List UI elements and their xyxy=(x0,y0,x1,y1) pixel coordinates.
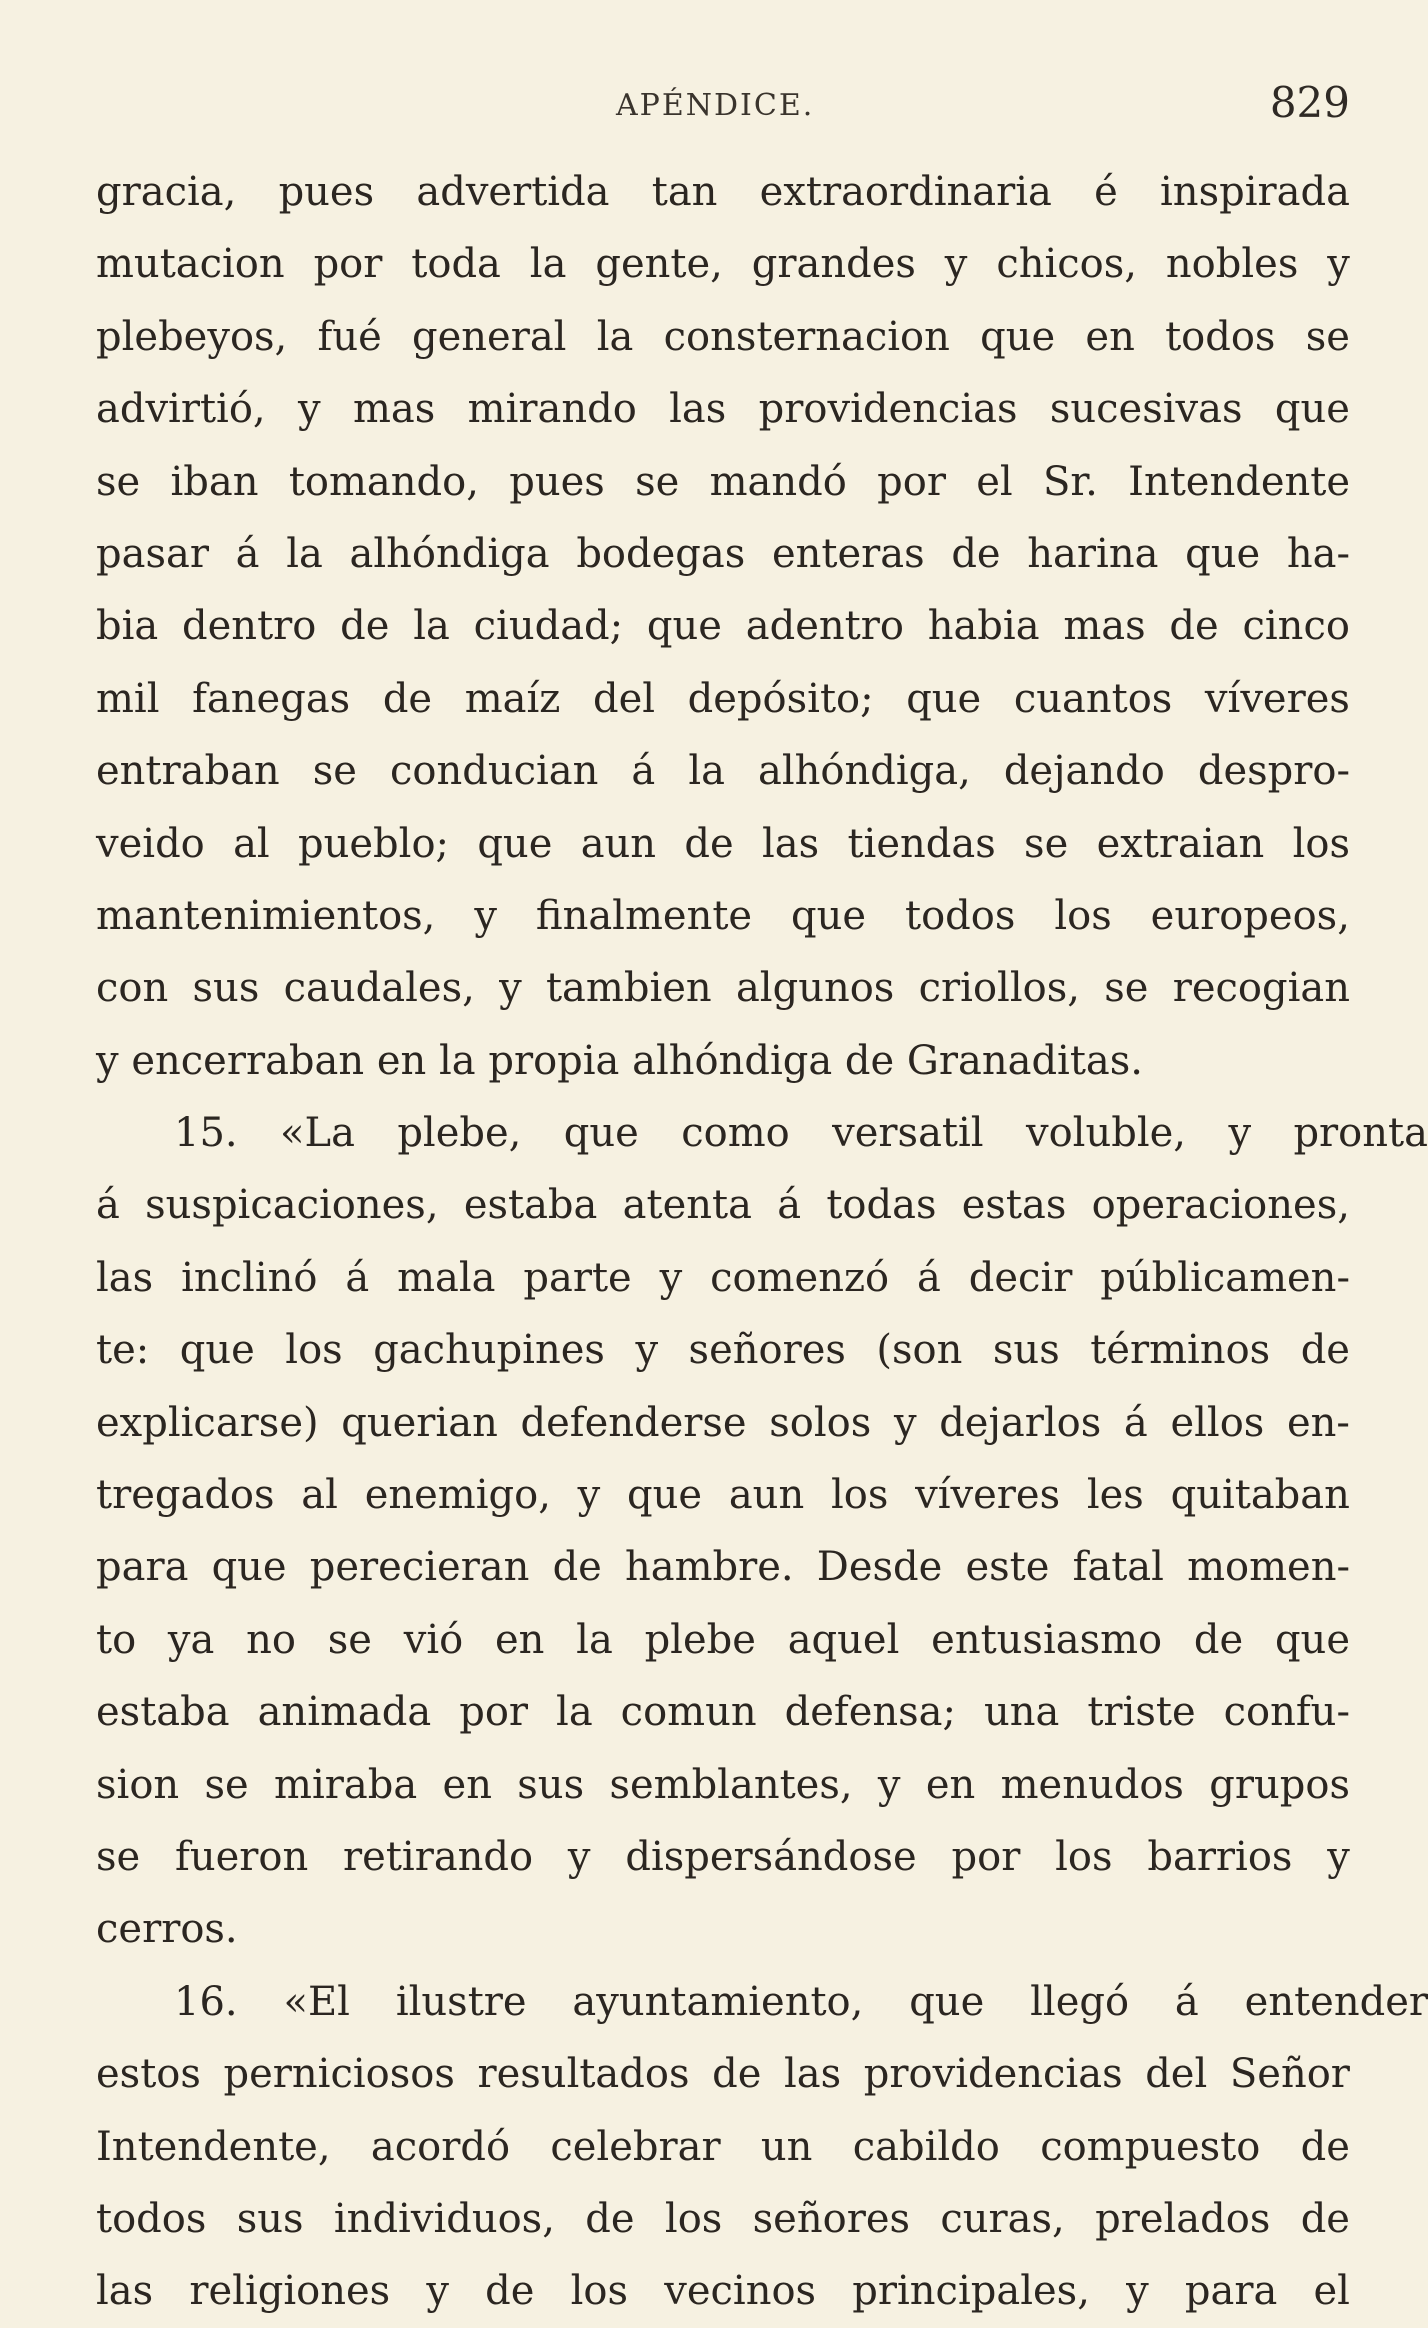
page-number: 829 xyxy=(1269,78,1350,127)
text-line-4: advirtió, y mas mirando las providencias sucesivas que xyxy=(96,386,1350,433)
text-line-12: con sus caudales, y tambien algunos criollos, se recogian xyxy=(96,965,1350,1012)
text-line-25: cerros. xyxy=(96,1906,238,1953)
text-line-28: Intendente, acordó celebrar un cabildo compuesto de xyxy=(96,2123,1350,2170)
text-line-10: veido al pueblo; que aun de las tiendas se extraian los xyxy=(96,820,1350,867)
text-line-23: sion se miraba en sus semblantes, y en menudos grupos xyxy=(96,1761,1350,1808)
page-header xyxy=(96,70,1350,140)
text-line-16: las inclinó á mala parte y comenzó á decir públicamen- xyxy=(96,1254,1350,1301)
text-line-17: te: que los gachupines y señores (son sus términos de xyxy=(96,1327,1350,1374)
text-line-26: 16. «El ilustre ayuntamiento, que llegó á entender xyxy=(174,1978,1428,2025)
text-line-1: gracia, pues advertida tan extraordinaria é inspirada xyxy=(96,169,1350,215)
text-line-7: bia dentro de la ciudad; que adentro habia mas de cinco xyxy=(96,603,1350,650)
text-line-19: tregados al enemigo, y que aun los víveres les quitaban xyxy=(96,1472,1350,1519)
text-body xyxy=(96,156,1428,2328)
text-line-3: plebeyos, fué general la consternacion que en todos se xyxy=(96,313,1350,360)
running-head: APÉNDICE. xyxy=(616,88,815,123)
text-line-22: estaba animada por la comun defensa; una triste confu- xyxy=(96,1689,1350,1736)
text-line-20: para que perecieran de hambre. Desde este fatal momen- xyxy=(96,1544,1350,1591)
text-line-21: to ya no se vió en la plebe aquel entusiasmo de que xyxy=(96,1616,1350,1663)
text-line-29: todos sus individuos, de los señores curas, prelados de xyxy=(96,2195,1350,2242)
text-line-8: mil fanegas de maíz del depósito; que cuantos víveres xyxy=(96,675,1350,722)
text-line-27: estos perniciosos resultados de las providencias del Señor xyxy=(96,2051,1350,2098)
text-line-30: las religiones y de los vecinos principales, y para el xyxy=(96,2268,1350,2315)
text-line-11: mantenimientos, y finalmente que todos los europeos, xyxy=(96,892,1350,939)
text-line-18: explicarse) querian defenderse solos y dejarlos á ellos en- xyxy=(96,1399,1350,1446)
text-line-5: se iban tomando, pues se mandó por el Sr. Intendente xyxy=(96,458,1350,505)
text-line-2: mutacion por toda la gente, grandes y chicos, nobles y xyxy=(96,241,1350,288)
text-line-6: pasar á la alhóndiga bodegas enteras de harina que ha- xyxy=(96,530,1350,577)
text-line-13: y encerraban en la propia alhóndiga de Granaditas. xyxy=(96,1037,1144,1084)
text-line-9: entraban se conducian á la alhóndiga, dejando despro- xyxy=(96,748,1350,795)
text-line-14: 15. «La plebe, que como versatil voluble, y pronta xyxy=(174,1110,1428,1157)
text-line-15: á suspicaciones, estaba atenta á todas estas operaciones, xyxy=(96,1182,1350,1229)
text-line-24: se fueron retirando y dispersándose por los barrios y xyxy=(96,1833,1350,1880)
